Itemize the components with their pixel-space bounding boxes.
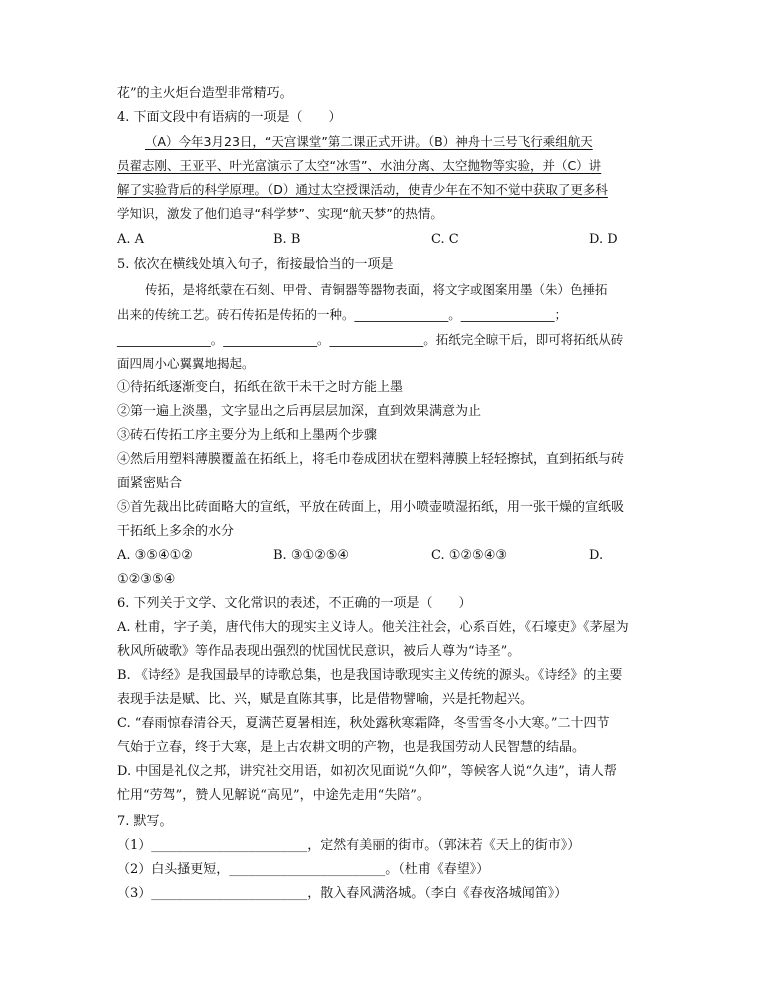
q6-option-a-cont: 秋风所破歌》等作品表现出强烈的忧国忧民意识，被后人尊为“诗圣”。	[117, 644, 521, 659]
q4-option-b: B. B	[273, 232, 301, 247]
q6-option-c-cont: 气始于立春，终于大寒，是上古农耕文明的产物，也是我国劳动人民智慧的结晶。	[117, 740, 586, 755]
q5-sentence-4: ④然后用塑料薄膜覆盖在拓纸上，将毛巾卷成团状在塑料薄膜上轻轻擦拭，直到拓纸与砖	[117, 452, 625, 467]
question-6-stem: 6. 下列关于文学、文化常识的表述，不正确的一项是（ ）	[117, 596, 472, 611]
q5-sentence-1: ①待拓纸逐渐变白，拓纸在欲干未干之时方能上墨	[117, 380, 404, 395]
q5-option-d: D.	[589, 548, 604, 563]
q6-option-d: D. 中国是礼仪之邦，讲究社交用语，如初次见面说“久仰”，等候客人说“久违”，请人帮	[117, 764, 617, 779]
q5-sentence-4-cont: 面紧密贴合	[117, 476, 183, 491]
q5-sentence-3: ③砖石传拓工序主要分为上纸和上墨两个步骤	[117, 428, 378, 443]
q5-sentence-5-cont: 干拓纸上多余的水分	[117, 524, 235, 539]
q6-option-b: B. 《诗经》是我国最早的诗歌总集，也是我国诗歌现实主义传统的源头。《诗经》的主要	[117, 668, 623, 683]
q6-option-a: A. 杜甫，字子美，唐代伟大的现实主义诗人。他关注社会，心系百姓，《石壕吏》《茅屋为	[117, 620, 629, 635]
q5-passage-line: 传拓，是将纸蒙在石刻、甲骨、青铜器等器物表面，将文字或图案用墨（朱）色捶拓	[145, 282, 608, 297]
q4-option-c: C. C	[431, 232, 459, 247]
q6-option-b-cont: 表现手法是赋、比、兴，赋是直陈其事，比是借物譬喻，兴是托物起兴。	[117, 692, 534, 707]
q5-sentence-2: ②第一遍上淡墨，文字显出之后再层层加深，直到效果满意为止	[117, 404, 482, 419]
q5-option-b: B. ③①②⑤④	[273, 548, 350, 563]
q5-option-c: C. ①②⑤④③	[431, 548, 508, 563]
q5-passage-line: _______________。_______________。_______________。拓纸完全晾干后，即可将拓纸从砖	[117, 332, 624, 347]
q5-option-a: A. ③⑤④①②	[117, 548, 193, 563]
q4-passage-line: （A）今年3月23日，“天宫课堂”第二课正式开讲。（B）神舟十三号飞行乘组航天	[145, 134, 593, 149]
q4-passage-line: 员翟志刚、王亚平、叶光富演示了太空“冰雪”、水油分离、太空抛物等实验，并（C）讲	[117, 158, 602, 173]
q5-option-d-text: ①②③⑤④	[117, 572, 176, 587]
question-7-stem: 7. 默写。	[117, 814, 173, 829]
q5-passage-line: 出来的传统工艺。砖石传拓是传拓的一种。_______________。_______________；	[117, 307, 568, 322]
q4-passage-line: 解了实验背后的科学原理。（D）通过太空授课活动，使青少年在不知不觉中获取了更多科	[117, 182, 608, 197]
q4-option-a: A. A	[117, 232, 145, 247]
q7-item-3: （3）________________________，散入春风满洛城。（李白《春夜洛城闻笛》）	[117, 886, 568, 901]
q5-sentence-5: ⑤首先裁出比砖面略大的宣纸，平放在砖面上，用小喷壶喷湿拓纸，用一张干燥的宣纸吸	[117, 500, 625, 515]
q4-option-d: D. D	[589, 232, 618, 247]
question-5-stem: 5. 依次在横线处填入句子，衔接最恰当的一项是	[117, 257, 394, 272]
q7-item-1: （1）________________________，定然有美丽的街市。（郭沫若《天上的街市》）	[117, 838, 581, 853]
q7-item-2: （2）白头搔更短，________________________。（杜甫《春望》）	[117, 862, 490, 877]
q4-passage-line: 学知识，激发了他们追寻“科学梦”、实现“航天梦”的热情。	[117, 206, 443, 221]
text-line: 花”的主火炬台造型非常精巧。	[117, 86, 293, 101]
q6-option-d-cont: 忙用“劳驾”，赞人见解说“高见”，中途先走用“失陪”。	[117, 788, 430, 803]
q5-passage-line: 面四周小心翼翼地揭起。	[117, 356, 255, 371]
q6-option-c: C. “春雨惊春清谷天，夏满芒夏暑相连，秋处露秋寒霜降，冬雪雪冬小大寒。”二十四节	[117, 716, 610, 731]
question-4-stem: 4. 下面文段中有语病的一项是（ ）	[117, 110, 342, 125]
